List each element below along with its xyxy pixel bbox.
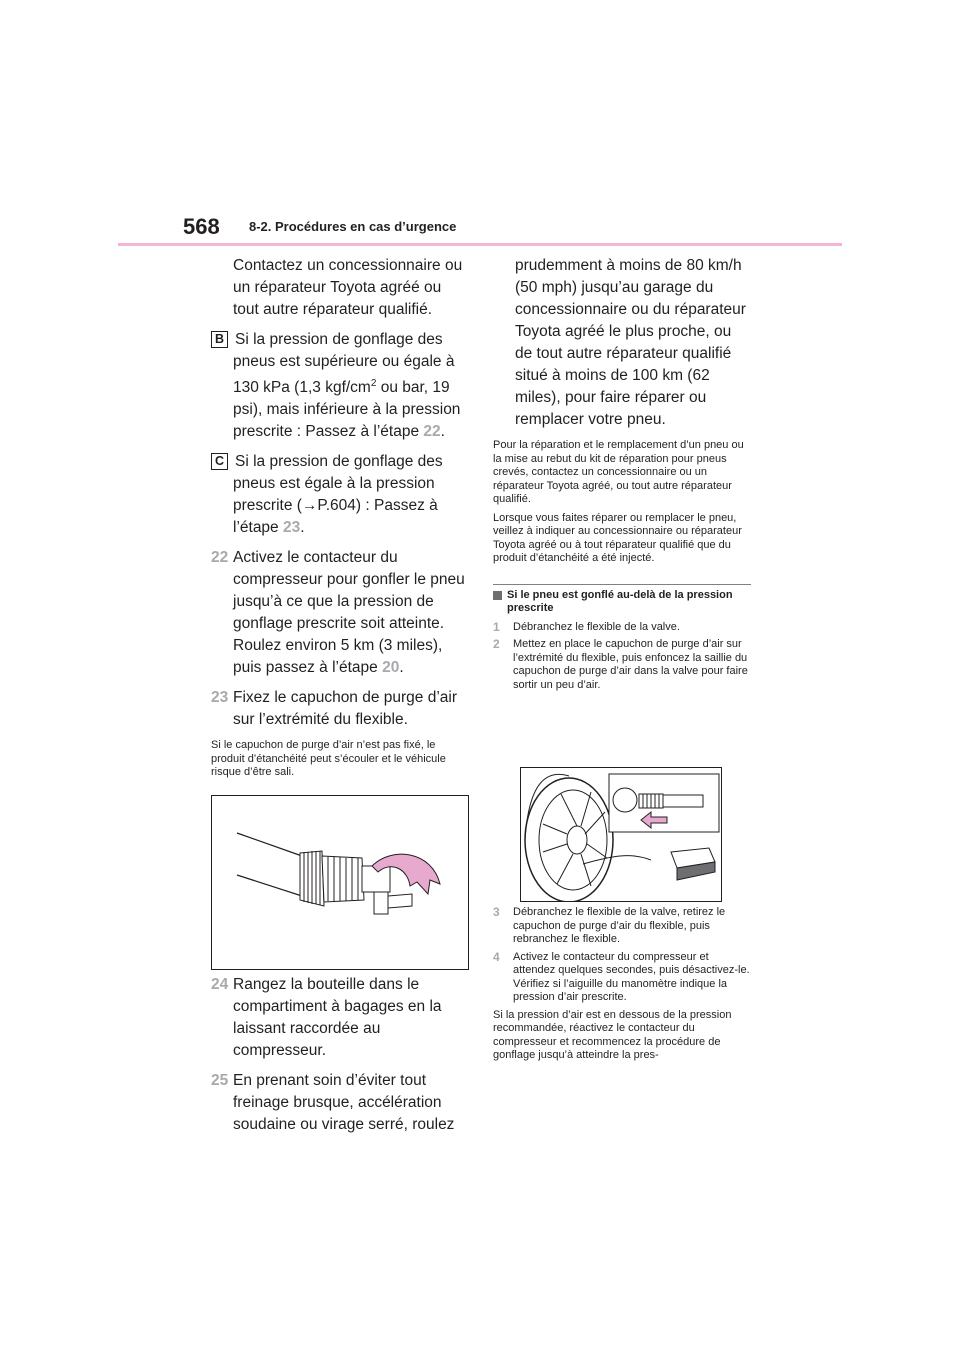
note-repair: Pour la réparation et le remplacement d’un pneu ou la mise au rebut du kit de réparation pour pneus crevés, contactez un concessionnaire ou un réparateur Toyota agréé, ou tout autre réparateur qualifié.: [493, 439, 744, 505]
step-22: 22 Activez le contacteur du compresseur pour gonfler le pneu jusqu’à ce que la pression de gonflage prescrite soit atteinte. Roulez environ 5 km (3 miles), puis passez à l’étape 20.: [211, 549, 465, 677]
paragraph-continued: prudemment à moins de 80 km/h (50 mph) jusqu’au garage du concessionnaire ou du réparateur Toyota agréé le plus proche, ou de tout autre réparateur qualifié situé à moins de 100 km (62 miles), pour faire réparer ou remplacer votre pneu.: [515, 257, 746, 428]
substep-3: 3 Débranchez le flexible de la valve, retirez le capuchon de purge d’air du flexible, puis rebranchez le flexible.: [493, 905, 726, 945]
step-25: 25 En prenant soin d’éviter tout freinage brusque, accélération soudaine ou virage serré, roulez: [211, 1072, 455, 1133]
note-pressure: Si la pression d’air est en dessous de la pression recommandée, réactivez le contacteur du compresseur et recommencez la procédure de gonflage jusqu’à atteindre la pres-: [493, 1008, 732, 1061]
substep-4: 4 Activez le contacteur du compresseur et attendez quelques secondes, puis désactivez-le. Vérifiez si l’aiguille du manomètre indique la pression d’air prescrite.: [493, 949, 750, 1003]
section-divider: [493, 584, 751, 585]
wheel-valve-illustration: [521, 768, 721, 901]
page-number: 568: [183, 214, 220, 239]
square-bullet-icon: [493, 591, 502, 600]
paragraph-contact: Contactez un concessionnaire ou un réparateur Toyota agréé ou tout autre réparateur qualifié.: [233, 257, 463, 318]
substep-2: 2 Mettez en place le capuchon de purge d’air sur l’extrémité du flexible, puis enfoncez la saillie du capuchon de purge d’air dans la valve pour faire sortir un peu d’air.: [493, 637, 748, 691]
paragraph-b: B Si la pression de gonflage des pneus est supérieure ou égale à 130 kPa (1,3 kgf/$cm^2$ ou bar, 19 psi), mais inférieure à la pression prescrite : Passez à l’étape 22.: [233, 329, 468, 443]
figure-hose-cap: [211, 795, 469, 970]
step-23: 23 Fixez le capuchon de purge d’air sur l’extrémité du flexible.: [211, 689, 458, 729]
step-ref-20: 20: [382, 659, 400, 677]
note-cap: Si le capuchon de purge d’air n’est pas fixé, le produit d’étanchéité peut s’écouler et le véhicule risque d’être sali.: [211, 739, 446, 779]
note-sealant: Lorsque vous faites réparer ou remplacer le pneu, veillez à indiquer au concessionnaire ou réparateur Toyota agréé ou à tout réparateur qualifié que du produit d’étanchéité a été injecté.: [493, 511, 742, 564]
header-rule: [118, 243, 842, 246]
right-column: [493, 255, 751, 692]
subheading: Si le pneu est gonflé au-delà de la pression prescrite: [493, 589, 751, 616]
paragraph-c: C Si la pression de gonflage des pneus est égale à la pression prescrite (→P.604) : Passez à l’étape 23.: [233, 451, 468, 539]
step-24: 24 Rangez la bouteille dans le compartiment à bagages en la laissant raccordée au compresseur.: [211, 976, 442, 1059]
hose-cap-illustration: [212, 796, 468, 969]
b-marker: B: [211, 331, 228, 348]
section-title: 8-2. Procédures en cas d’urgence: [249, 219, 457, 234]
c-marker: C: [211, 453, 228, 470]
step-ref-23: 23: [282, 519, 301, 537]
step-ref-22: 22: [423, 423, 441, 441]
figure-valve-purge: [520, 767, 722, 902]
left-column: [211, 255, 468, 780]
substep-1: 1 Débranchez le flexible de la valve.: [493, 619, 680, 634]
